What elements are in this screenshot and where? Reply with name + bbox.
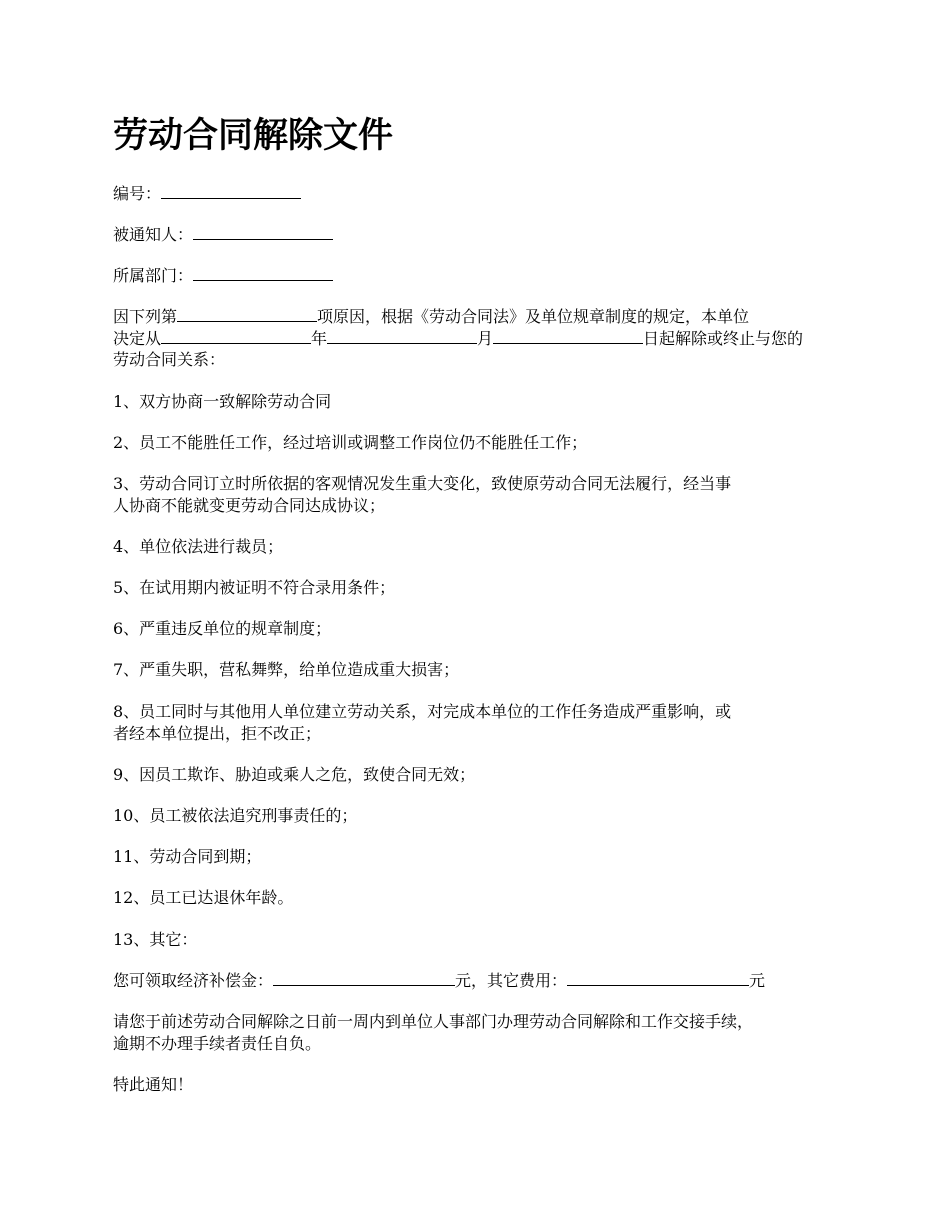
list-item: 8、员工同时与其他用人单位建立劳动关系，对完成本单位的工作任务造成严重影响，或 [113, 702, 732, 721]
list-item-continuation: 人协商不能就变更劳动合同达成协议； [113, 496, 386, 515]
department-label: 所属部门： [113, 266, 194, 285]
list-item: 3、劳动合同订立时所依据的客观情况发生重大变化，致使原劳动合同无法履行，经当事 [113, 474, 732, 493]
list-item: 1、双方协商一致解除劳动合同 [113, 392, 332, 411]
list-item: 5、在试用期内被证明不符合录用条件； [113, 578, 396, 597]
procedure-line-2: 逾期不办理手续者责任自负。 [113, 1034, 322, 1053]
intro-text-2: 项原因，根据《劳动合同法》及单位规章制度的规定，本单位 [317, 307, 750, 326]
intro-text-1: 因下列第 [113, 307, 178, 326]
notified-label: 被通知人： [113, 225, 194, 244]
reason-blank [177, 306, 317, 322]
number-field [113, 183, 301, 204]
intro-line-3: 劳动合同关系： [113, 350, 226, 369]
compensation-blank [273, 970, 455, 986]
other-fee-label: 元，其它费用： [455, 971, 568, 990]
document-title: 劳动合同解除文件 [113, 115, 394, 156]
intro-text-4: 日起解除或终止与您的 [643, 329, 804, 348]
intro-text-3: 决定从 [113, 329, 162, 348]
list-item: 10、员工被依法追究刑事责任的； [113, 806, 358, 825]
year-blank [161, 328, 311, 344]
list-item: 6、严重违反单位的规章制度； [113, 619, 332, 638]
year-label: 年 [311, 329, 328, 348]
department-blank [193, 265, 333, 281]
list-item: 11、劳动合同到期； [113, 847, 262, 866]
procedure-line-1: 请您于前述劳动合同解除之日前一周内到单位人事部门办理劳动合同解除和工作交接手续， [113, 1012, 754, 1031]
notified-field [113, 224, 333, 245]
month-blank [327, 328, 477, 344]
list-item: 13、其它： [113, 930, 198, 949]
compensation-line [113, 970, 765, 991]
list-item: 9、因员工欺诈、胁迫或乘人之危，致使合同无效； [113, 765, 476, 784]
other-fee-blank [567, 970, 749, 986]
department-field [113, 265, 333, 286]
number-blank [161, 183, 301, 199]
list-item: 2、员工不能胜任工作，经过培训或调整工作岗位仍不能胜任工作； [113, 433, 588, 452]
list-item-continuation: 者经本单位提出，拒不改正； [113, 724, 322, 743]
intro-line-1 [113, 306, 749, 327]
month-label: 月 [477, 329, 494, 348]
list-item: 4、单位依法进行裁员； [113, 537, 284, 556]
currency-unit: 元 [749, 971, 766, 990]
list-item: 7、严重失职，营私舞弊，给单位造成重大损害； [113, 660, 460, 679]
notified-blank [193, 224, 333, 240]
compensation-label: 您可领取经济补偿金： [113, 971, 274, 990]
intro-line-2 [113, 328, 803, 349]
day-blank [493, 328, 643, 344]
number-label: 编号： [113, 184, 162, 203]
list-item: 12、员工已达退休年龄。 [113, 888, 294, 907]
closing-text: 特此通知！ [113, 1075, 194, 1094]
